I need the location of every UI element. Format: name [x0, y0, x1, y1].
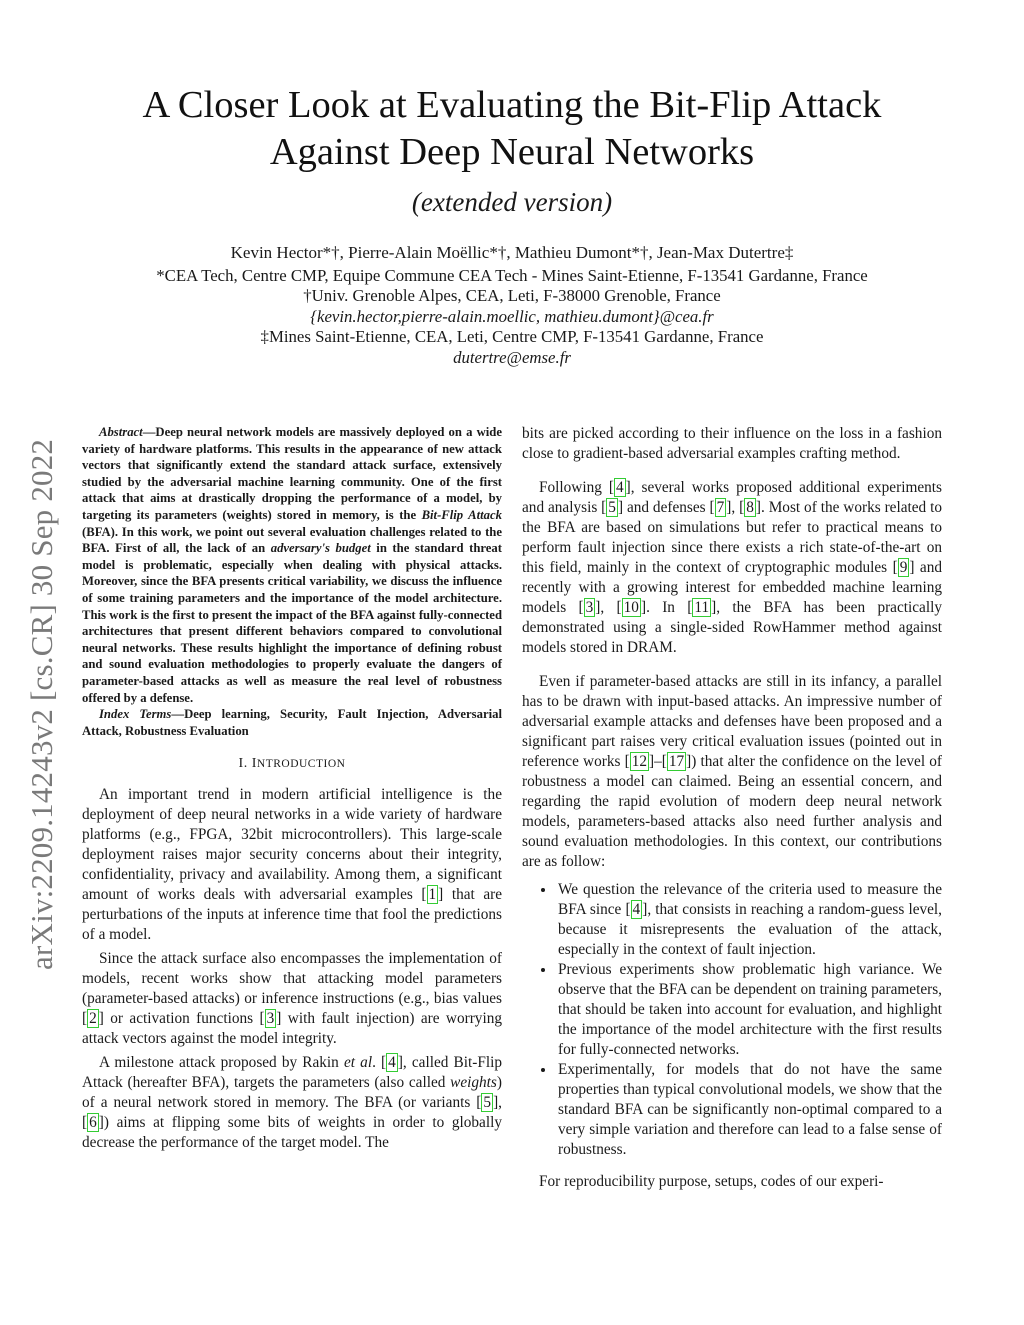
citation-link[interactable]: 4	[615, 479, 624, 496]
left-column	[82, 424, 502, 1157]
citation-link[interactable]: 10	[623, 599, 639, 616]
citation-link[interactable]: 2	[89, 1010, 97, 1028]
body-paragraph: bits are picked according to their influence on the loss in a fashion close to gradient-based adversarial examples crafting method.	[522, 425, 942, 462]
email-cea: {kevin.hector,pierre-alain.moellic, mathieu.dumont}@cea.fr	[310, 306, 714, 326]
citation-link[interactable]: 3	[585, 599, 594, 616]
citation-link[interactable]: 5	[483, 1094, 492, 1112]
intro-paragraph: Since the attack surface also encompasses the implementation of models, recent works show that attacking model parameters (parameter-based attacks) or inference instructions (e.g., bias values [ 2 ] or activation functions [ 3 ] with fault injection) are worrying attack vectors against the model integrity.	[82, 950, 503, 1048]
contributions-list	[522, 880, 942, 1160]
list-item: • Experimentally, for models that do not have the same properties than typical convolutional models, we show that the standard BFA can be significantly non-optimal compared to a very simple variation and therefore can lead to a false sense of robustness.	[556, 1060, 942, 1160]
citation-link[interactable]: 17	[668, 753, 685, 770]
author-names: Kevin Hector*†, Pierre-Alain Moëllic*†, Mathieu Dumont*†, Jean-Max Dutertre‡	[230, 243, 794, 262]
citation-link[interactable]: 1	[428, 886, 437, 904]
list-item: • We question the relevance of the criteria used to measure the BFA since [ 4 ], that consists in reaching a random-guess level, because it misrepresents the evaluation of the attack, especially in the context of fault injection.	[556, 880, 942, 960]
arxiv-identifier: arXiv:2209.14243v2 [cs.CR] 30 Sep 2022	[24, 438, 59, 970]
abstract: Abstract—Deep neural network models are massively deployed on a wide variety of hardware platforms. This results in the appearance of new attack vectors that significantly extend the standard attack surface, extensively studied by the adversarial machine learning community. One of the first attack that aims at drastically dropping the performance of a model, by targeting its parameters (weights) stored in memory, is the Bit-Flip Attack (BFA). In this work, we point out several evaluation challenges related to the BFA. First of all, the lack of an adversary's budget in the standard threat model is problematic, especially when dealing with physical attacks. Moreover, since the BFA presents critical variability, we discuss the influence of some training parameters and the importance of the model architecture. This work is the first to present the impact of the BFA against fully-connected architectures that present different behaviors compared to convolutional neural networks. These results highlight the importance of defining robust and sound evaluation methodologies to properly evaluate the dangers of parameter-based attacks as well as measure the real level of robustness offered by a defense.	[82, 425, 502, 705]
email-emse: dutertre@emse.fr	[453, 347, 571, 367]
affiliation-grenoble: †Univ. Grenoble Alpes, CEA, Leti, F-38000 Grenoble, France	[303, 286, 721, 305]
abstract-heading: Abstract	[99, 425, 143, 439]
affiliation-cea-tech: *CEA Tech, Centre CMP, Equipe Commune CEA Tech - Mines Saint-Etienne, F-13541 Gardanne, France	[156, 265, 868, 285]
citation-link[interactable]: 6	[89, 1114, 97, 1132]
body-paragraph: For reproducibility purpose, setups, codes of our experi-	[539, 1173, 884, 1190]
right-column	[522, 424, 942, 1196]
citation-link[interactable]: 11	[694, 599, 710, 616]
intro-paragraph: A milestone attack proposed by Rakin et al. [ 4 ], called Bit-Flip Attack (hereafter BFA), targets the parameters (also called weights) of a neural network stored in memory. The BFA (or variants [ 5 ], [ 6 ]) aims at flipping some bits of weights in order to globally decrease the performance of the target model. The	[82, 1054, 503, 1152]
citation-link[interactable]: 9	[899, 559, 908, 576]
index-terms-heading: Index Terms	[99, 707, 172, 722]
citation-link[interactable]: 8	[746, 499, 754, 516]
citation-link[interactable]: 5	[608, 499, 616, 516]
body-paragraph: Even if parameter-based attacks are still in its infancy, a parallel has to be drawn with input-based attacks. An impressive number of adversarial example attacks and defenses have been proposed and a significant part raises very critical evaluation issues (pointed out in reference works [ 12 ]–[ 17 ]) that alter the confidence on the level of robustness a model can claimed. Being an essential concern, and regarding the rapid evolution of modern deep neural network models, parameters-based attacks also need further analysis and sound evaluation methodologies. In this context, our contributions are as follow:	[522, 673, 942, 870]
list-item: • Previous experiments show problematic high variance. We observe that the BFA can be dependent on training parameters, that should be taken into account for evaluation, and highlight the importance of the model architecture with the first results for fully-connected networks.	[556, 960, 942, 1060]
section-heading-introduction: I. INTRODUCTION	[238, 756, 346, 772]
intro-paragraph: An important trend in modern artificial intelligence is the deployment of deep neural networks in a wide variety of hardware platforms (e.g., FPGA, 32bit microcontrollers). This large-scale deployment raises major security concerns about their integrity, confidentiality, privacy and availability. Among them, a significant amount of works deals with adversarial examples [ 1 ] that are perturbations of the inputs at inference time that fool the predictions of a model.	[82, 786, 502, 944]
citation-link[interactable]: 4	[632, 901, 641, 918]
citation-link[interactable]: 4	[388, 1054, 396, 1072]
citation-link[interactable]: 3	[266, 1010, 275, 1028]
body-paragraph: Following [ 4 ], several works proposed additional experiments and analysis [ 5 ] and defenses [ 7 ], [ 8 ]. Most of the works related to the BFA are based on simulations but refer to practical means to perform fault injection since there exists a rich state-of-the-art on this field, mainly in the context of cryptographic modules [ 9 ] and recently with a growing interest for embedded machine learning models [ 3 ], [ 10 ]. In [ 11 ], the BFA has been practically demonstrated using a single-sided RowHammer method against models stored in DRAM.	[522, 479, 942, 656]
paper-subtitle: (extended version)	[411, 187, 613, 217]
paper-title: A Closer Look at Evaluating the Bit-Flip Attack Against Deep Neural Networks	[142, 84, 882, 173]
citation-link[interactable]: 7	[716, 499, 725, 516]
index-terms: Index Terms—Deep learning, Security, Fault Injection, Adversarial Attack, Robustness Evaluation	[82, 707, 502, 738]
affiliation-mines: ‡Mines Saint-Etienne, CEA, Leti, Centre CMP, F-13541 Gardanne, France	[260, 327, 764, 346]
author-block	[90, 243, 934, 368]
citation-link[interactable]: 12	[631, 753, 647, 770]
